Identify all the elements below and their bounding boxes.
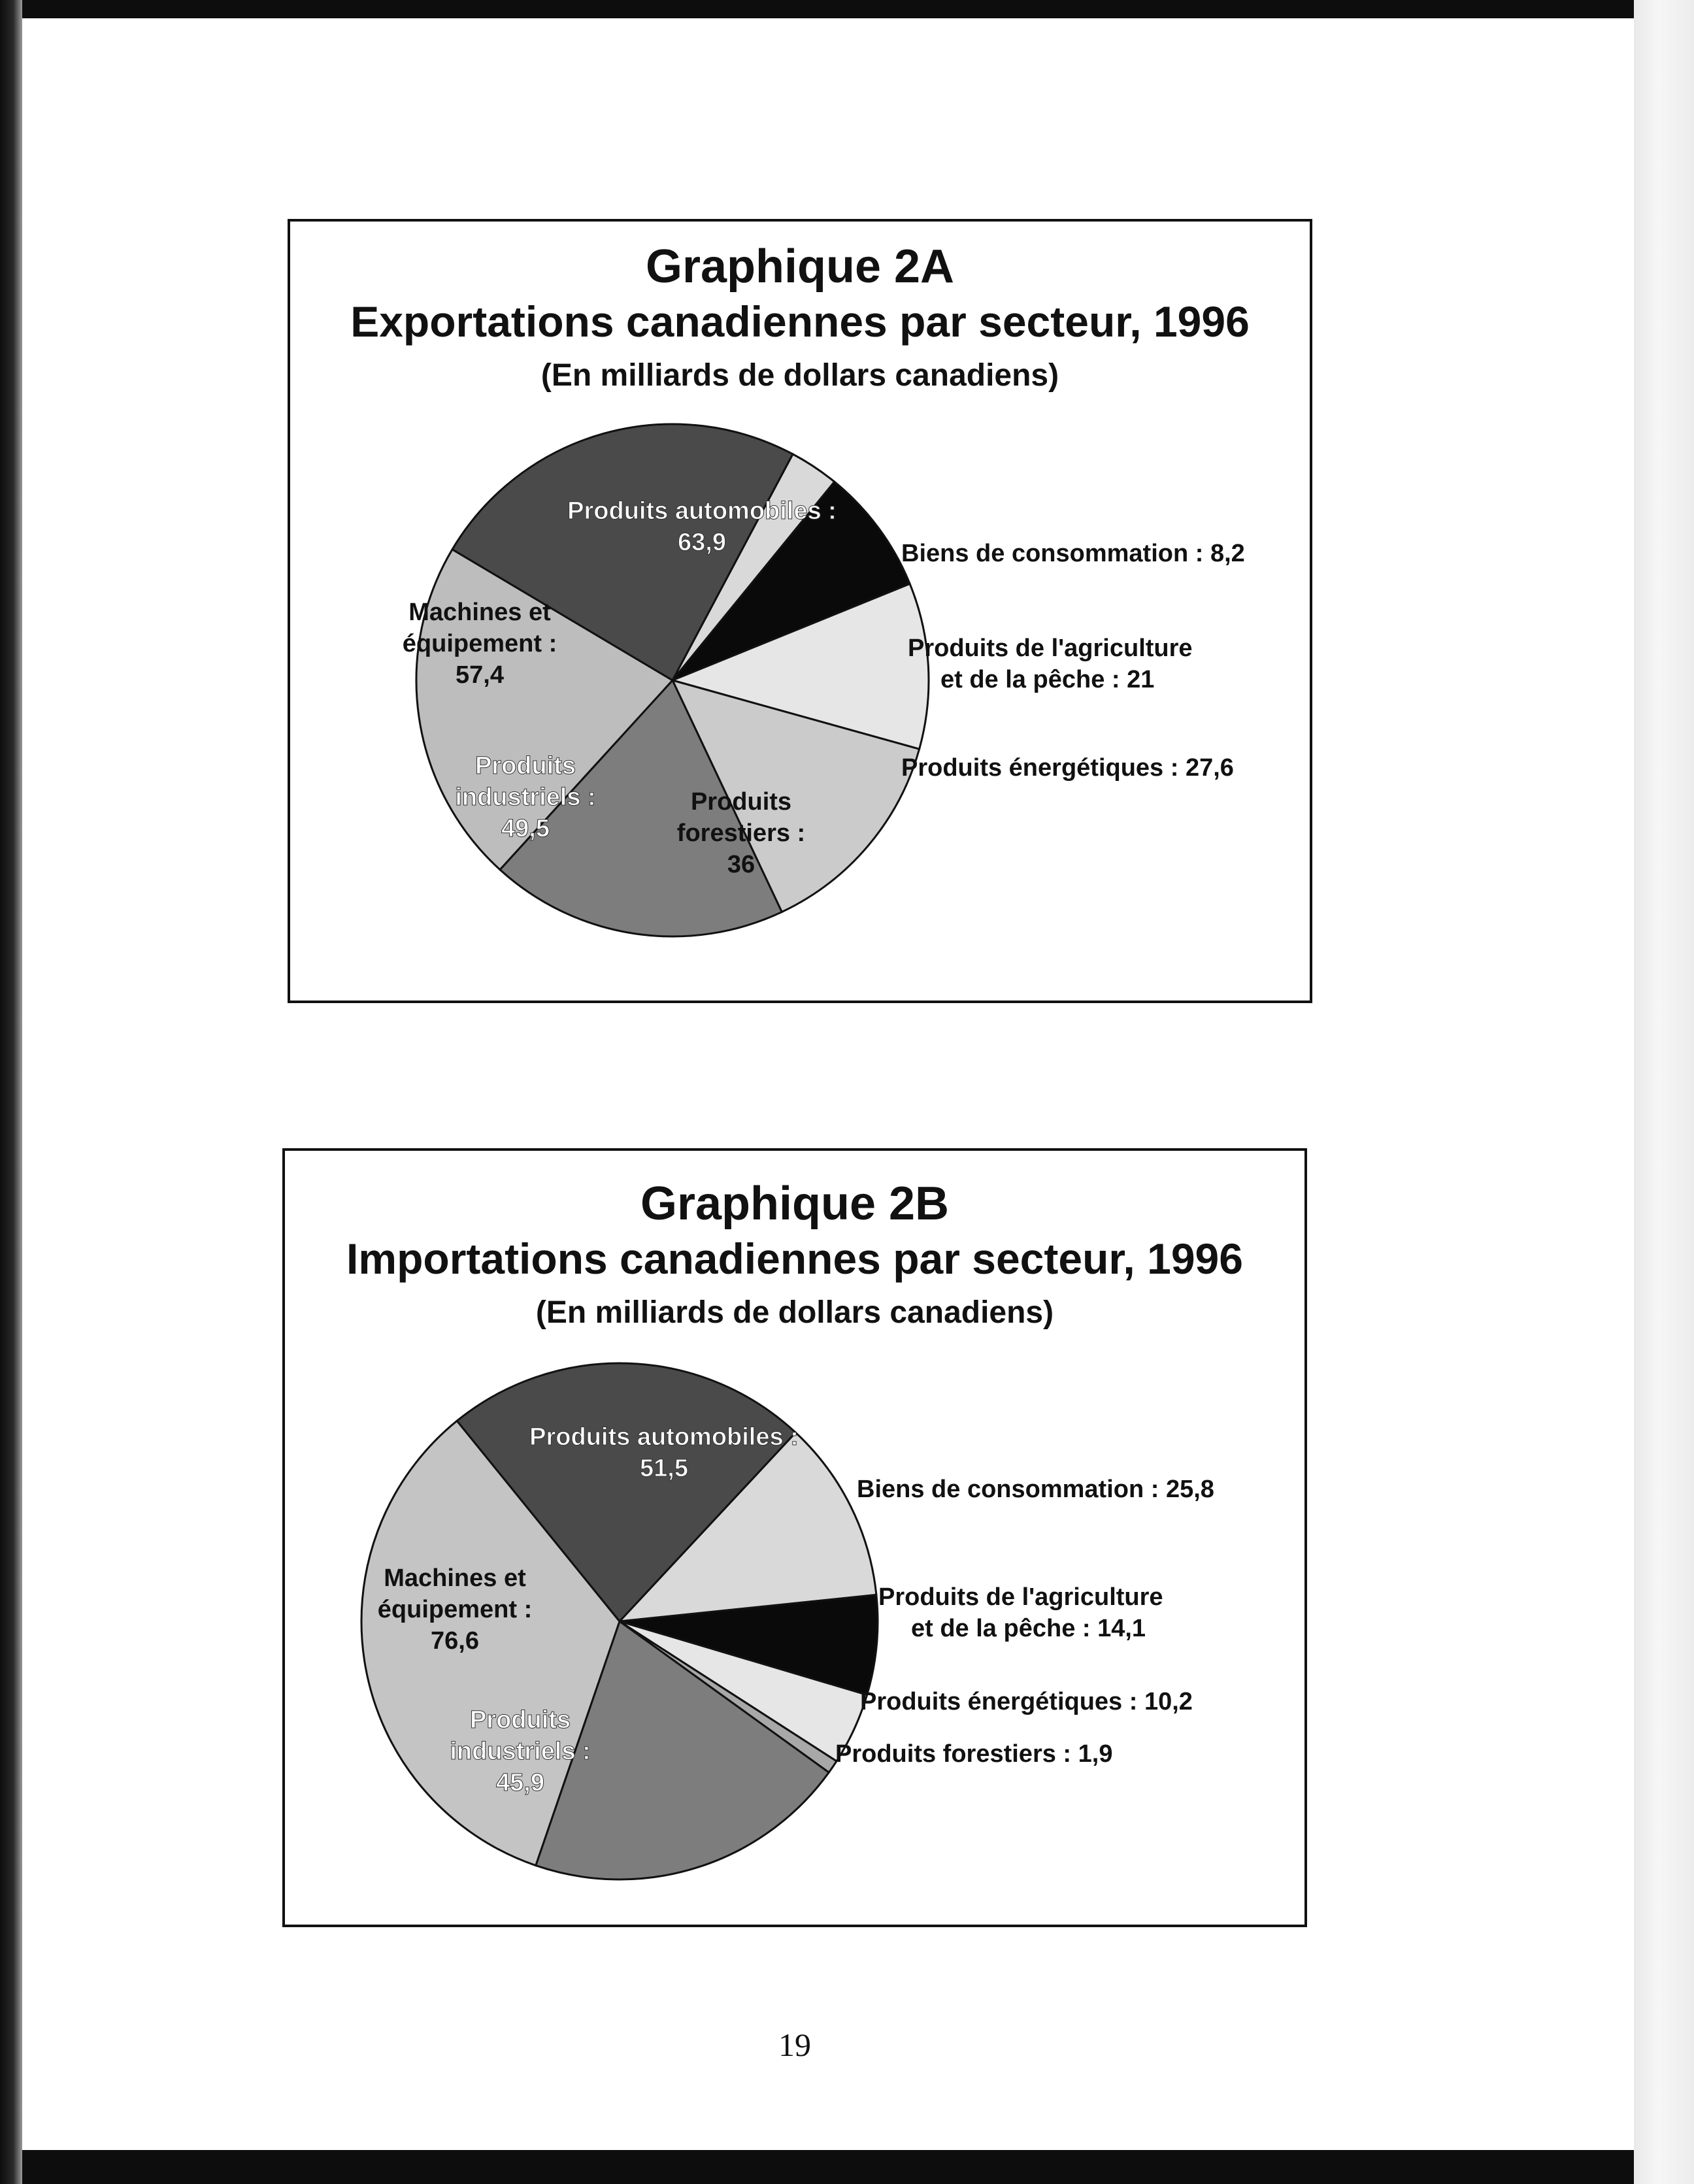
chart-panel-imports: [282, 1148, 1307, 1927]
pie-chart-imports: [285, 1151, 1310, 1930]
slice-label-biens-de-consommation-25-8: Biens de consommation : 25,8: [857, 1476, 1214, 1503]
slice-label-produits-forestiers-1-9: Produits forestiers : 1,9: [835, 1740, 1113, 1768]
slice-label-produits-de-l-agriculture: Produits de l'agriculture et de la pêche : 21: [908, 635, 1193, 693]
slice-label-produits-automobiles: Produits automobiles : 63,9: [567, 497, 837, 556]
scan-border-left: [0, 0, 22, 2184]
chart-panel-exports: [288, 219, 1312, 1003]
chart-title: Graphique 2B: [640, 1178, 950, 1230]
pie-chart-exports: [290, 222, 1315, 1006]
slice-label-produits: Produits industriels : 45,9: [450, 1706, 591, 1796]
slice-label-biens-de-consommation-8-2: Biens de consommation : 8,2: [901, 540, 1245, 567]
page-number: 19: [778, 2027, 811, 2063]
chart-unit-note: (En milliards de dollars canadiens): [540, 358, 1059, 393]
chart-unit-note: (En milliards de dollars canadiens): [535, 1295, 1054, 1330]
slice-label-produits-energetiques-10-2: Produits énergétiques : 10,2: [860, 1688, 1193, 1715]
scan-border-bottom: [0, 2150, 1694, 2184]
slice-label-produits-energetiques-27-6: Produits énergétiques : 27,6: [901, 754, 1234, 782]
chart-subtitle: Exportations canadiennes par secteur, 1996: [350, 297, 1250, 346]
slice-label-machines-et: Machines et équipement : 57,4: [402, 599, 557, 689]
slice-label-produits: Produits forestiers : 36: [676, 788, 806, 878]
slice-label-produits-automobiles: Produits automobiles : 51,5: [529, 1423, 799, 1482]
slice-label-machines-et: Machines et équipement : 76,6: [377, 1564, 533, 1655]
slice-label-produits-de-l-agriculture: Produits de l'agriculture et de la pêche : 14,1: [878, 1583, 1163, 1642]
slice-label-produits: Produits industriels : 49,5: [455, 752, 596, 842]
chart-subtitle: Importations canadiennes par secteur, 1996: [346, 1234, 1243, 1283]
scan-border-right: [1634, 0, 1694, 2184]
scan-border-top: [0, 0, 1694, 18]
chart-title: Graphique 2A: [645, 240, 955, 293]
